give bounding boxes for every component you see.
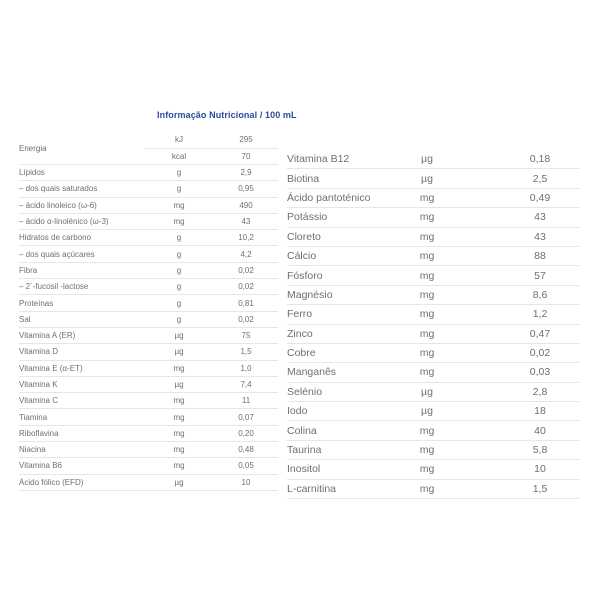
nutrient-unit: mg (173, 200, 185, 210)
table-title: Informação Nutricional / 100 mL (157, 110, 297, 120)
table-row (287, 325, 580, 344)
nutrient-value: 57 (534, 269, 546, 282)
table-row (287, 266, 580, 285)
nutrient-name: Cálcio (287, 250, 317, 263)
nutrition-table-left (19, 132, 278, 491)
nutrient-value: 2,8 (532, 385, 548, 398)
nutrient-name: Colina (287, 424, 317, 437)
nutrient-name: Lípidos (19, 168, 45, 178)
table-row (19, 475, 278, 491)
table-row (287, 150, 580, 169)
table-row (19, 263, 278, 279)
nutrient-name: Iodo (287, 405, 308, 418)
nutrient-value: 10 (534, 463, 546, 476)
nutrient-value: 0,95 (238, 184, 254, 194)
nutrient-name: – dos quais saturados (19, 184, 98, 194)
table-row (287, 344, 580, 363)
table-row (19, 312, 278, 328)
nutrient-name: L-carnitina (287, 482, 337, 495)
nutrient-name: Sal (19, 314, 31, 324)
nutrient-unit: mg (173, 412, 185, 422)
nutrient-name: – ácido α-linolénico (ω-3) (19, 217, 109, 227)
nutrient-unit: g (176, 298, 182, 308)
nutrient-unit: mg (419, 191, 435, 204)
table-row (19, 181, 278, 197)
nutrient-unit: mg (419, 230, 435, 243)
nutrient-name: Selénio (287, 385, 323, 398)
nutrient-name: Cobre (287, 347, 316, 360)
nutrient-value: 18 (534, 405, 546, 418)
energy-kcal-line (144, 149, 278, 165)
nutrient-name: Hidratos de carbono (19, 233, 92, 243)
nutrient-unit: mg (419, 424, 435, 437)
energy-kcal-value: 70 (241, 151, 251, 161)
nutrient-unit: g (176, 314, 182, 324)
nutrient-unit: µg (421, 405, 433, 418)
nutrient-name: Vitamina B12 (287, 153, 350, 166)
nutrient-value: 43 (534, 230, 546, 243)
energy-values (144, 132, 278, 164)
nutrient-unit: µg (174, 331, 184, 341)
table-row (287, 421, 580, 440)
nutrient-name: Ferro (287, 308, 313, 321)
nutrient-unit: mg (173, 217, 185, 227)
nutrient-name: – ácido linoleico (ω-6) (19, 200, 97, 210)
table-row (287, 189, 580, 208)
nutrient-value: 1,5 (240, 347, 252, 357)
nutrient-value: 0,03 (529, 366, 551, 379)
nutrient-value: 8,6 (532, 288, 548, 301)
nutrient-unit: µg (421, 153, 433, 166)
nutrient-value: 43 (534, 211, 546, 224)
right-rows (287, 150, 580, 499)
nutrient-name: Vitamina E (α-ET) (19, 363, 83, 373)
energy-kcal-unit: kcal (171, 151, 187, 161)
table-row (19, 198, 278, 214)
table-row (19, 279, 278, 295)
nutrient-value: 0,18 (529, 153, 551, 166)
nutrient-name: Cloreto (287, 230, 321, 243)
nutrition-table-right (287, 150, 580, 499)
nutrient-unit: µg (174, 380, 184, 389)
nutrient-value: 0,81 (238, 298, 254, 308)
nutrient-value: 0,07 (238, 412, 254, 422)
nutrient-unit: µg (421, 172, 433, 185)
nutrient-unit: mg (419, 444, 435, 457)
table-row (19, 165, 278, 181)
table-row (19, 328, 278, 344)
nutrient-name: Zinco (287, 327, 313, 340)
nutrient-unit: µg (421, 385, 433, 398)
nutrient-value: 40 (534, 424, 546, 437)
table-row (19, 458, 278, 474)
nutrient-value: 4,2 (240, 249, 252, 259)
table-row (287, 383, 580, 402)
nutrient-unit: µg (174, 347, 184, 357)
energy-kj-value: 295 (239, 135, 253, 145)
table-row (19, 214, 278, 230)
nutrient-name: – 2´-fucosil -lactose (19, 282, 89, 292)
nutrient-name: Potássio (287, 211, 328, 224)
nutrient-value: 11 (241, 396, 251, 406)
table-row (19, 361, 278, 377)
table-row (287, 480, 580, 499)
nutrient-value: 2,9 (240, 168, 252, 178)
nutrient-name: Vitamina C (19, 396, 58, 406)
nutrient-unit: mg (173, 445, 185, 455)
nutrient-value: 0,49 (529, 191, 551, 204)
nutrient-value: 0,02 (529, 347, 551, 360)
nutrient-value: 0,48 (238, 445, 254, 455)
table-row (287, 169, 580, 188)
nutrient-unit: mg (173, 461, 185, 471)
nutrient-value: 0,02 (238, 314, 254, 324)
nutrient-name: Manganês (287, 366, 337, 379)
nutrient-value: 10 (241, 477, 251, 487)
nutrient-unit: mg (419, 250, 435, 263)
nutrient-name: Taurina (287, 444, 322, 457)
nutrient-value: 0,02 (238, 282, 254, 292)
nutrient-name: Niacina (19, 445, 46, 455)
nutrient-name: Fibra (19, 265, 38, 275)
nutrient-value: 75 (241, 331, 251, 341)
nutrient-value: 0,05 (238, 461, 254, 471)
table-row (19, 344, 278, 360)
table-row (19, 377, 278, 393)
nutrient-name: Ácido pantoténico (287, 191, 371, 204)
nutrient-unit: mg (419, 366, 435, 379)
table-row (287, 305, 580, 324)
nutrient-value: 490 (239, 200, 253, 210)
nutrient-value: 0,20 (238, 428, 254, 438)
nutrient-unit: mg (419, 347, 435, 360)
nutrient-name: Vitamina D (19, 347, 58, 357)
table-row (19, 409, 278, 425)
nutrient-unit: mg (419, 269, 435, 282)
table-row (287, 228, 580, 247)
nutrient-unit: mg (419, 308, 435, 321)
table-row (19, 442, 278, 458)
nutrient-value: 10,2 (238, 233, 254, 243)
nutrient-unit: µg (174, 477, 184, 487)
table-row (19, 295, 278, 311)
nutrient-value: 1,2 (532, 308, 548, 321)
nutrient-name: Vitamina B6 (19, 461, 62, 471)
table-row (287, 208, 580, 227)
table-row (287, 402, 580, 421)
nutrient-unit: mg (419, 482, 435, 495)
nutrient-value: 43 (241, 217, 251, 227)
nutrient-unit: g (176, 265, 182, 275)
nutrient-name: Vitamina A (ER) (19, 331, 76, 341)
table-row (19, 230, 278, 246)
nutrient-unit: g (176, 249, 182, 259)
table-row (287, 363, 580, 382)
nutrient-unit: mg (419, 211, 435, 224)
nutrient-unit: g (176, 282, 182, 292)
nutrient-unit: g (176, 168, 182, 178)
nutrient-value: 2,5 (532, 172, 548, 185)
energy-kj-unit: kJ (175, 135, 183, 145)
nutrient-value: 5,8 (532, 444, 548, 457)
nutrient-unit: g (176, 184, 182, 194)
nutrient-value: 0,02 (238, 265, 254, 275)
table-row (19, 426, 278, 442)
nutrient-name: Inositol (287, 463, 321, 476)
table-row (287, 286, 580, 305)
nutrient-name: Riboflavina (19, 428, 59, 438)
nutrient-name: – dos quais açúcares (19, 249, 95, 259)
nutrient-value: 1,0 (240, 363, 252, 373)
table-row (287, 441, 580, 460)
table-row (287, 460, 580, 479)
nutrient-name: Tiamina (19, 412, 48, 422)
table-row (287, 247, 580, 266)
energy-kj-line (144, 132, 278, 149)
energy-label: Energia (19, 143, 47, 153)
nutrient-name: Fósforo (287, 269, 323, 282)
nutrient-unit: mg (173, 396, 185, 406)
nutrient-value: 88 (534, 250, 546, 263)
nutrient-unit: mg (173, 363, 185, 373)
energy-row (19, 132, 278, 165)
nutrient-name: Biotina (287, 172, 320, 185)
nutrient-value: 1,5 (532, 482, 548, 495)
nutrient-name: Magnésio (287, 288, 333, 301)
nutrient-value: 0,47 (529, 327, 551, 340)
table-row (19, 393, 278, 409)
nutrient-unit: mg (419, 463, 435, 476)
left-rows (19, 165, 278, 491)
nutrient-name: Vitamina K (19, 380, 58, 389)
nutrient-name: Ácido fólico (EFD) (19, 477, 84, 487)
nutrient-unit: g (176, 233, 182, 243)
nutrient-unit: mg (419, 288, 435, 301)
table-row (19, 246, 278, 262)
nutrient-name: Proteínas (19, 298, 54, 308)
nutrient-unit: mg (173, 428, 185, 438)
nutrient-value: 7,4 (240, 380, 252, 389)
nutrient-unit: mg (419, 327, 435, 340)
